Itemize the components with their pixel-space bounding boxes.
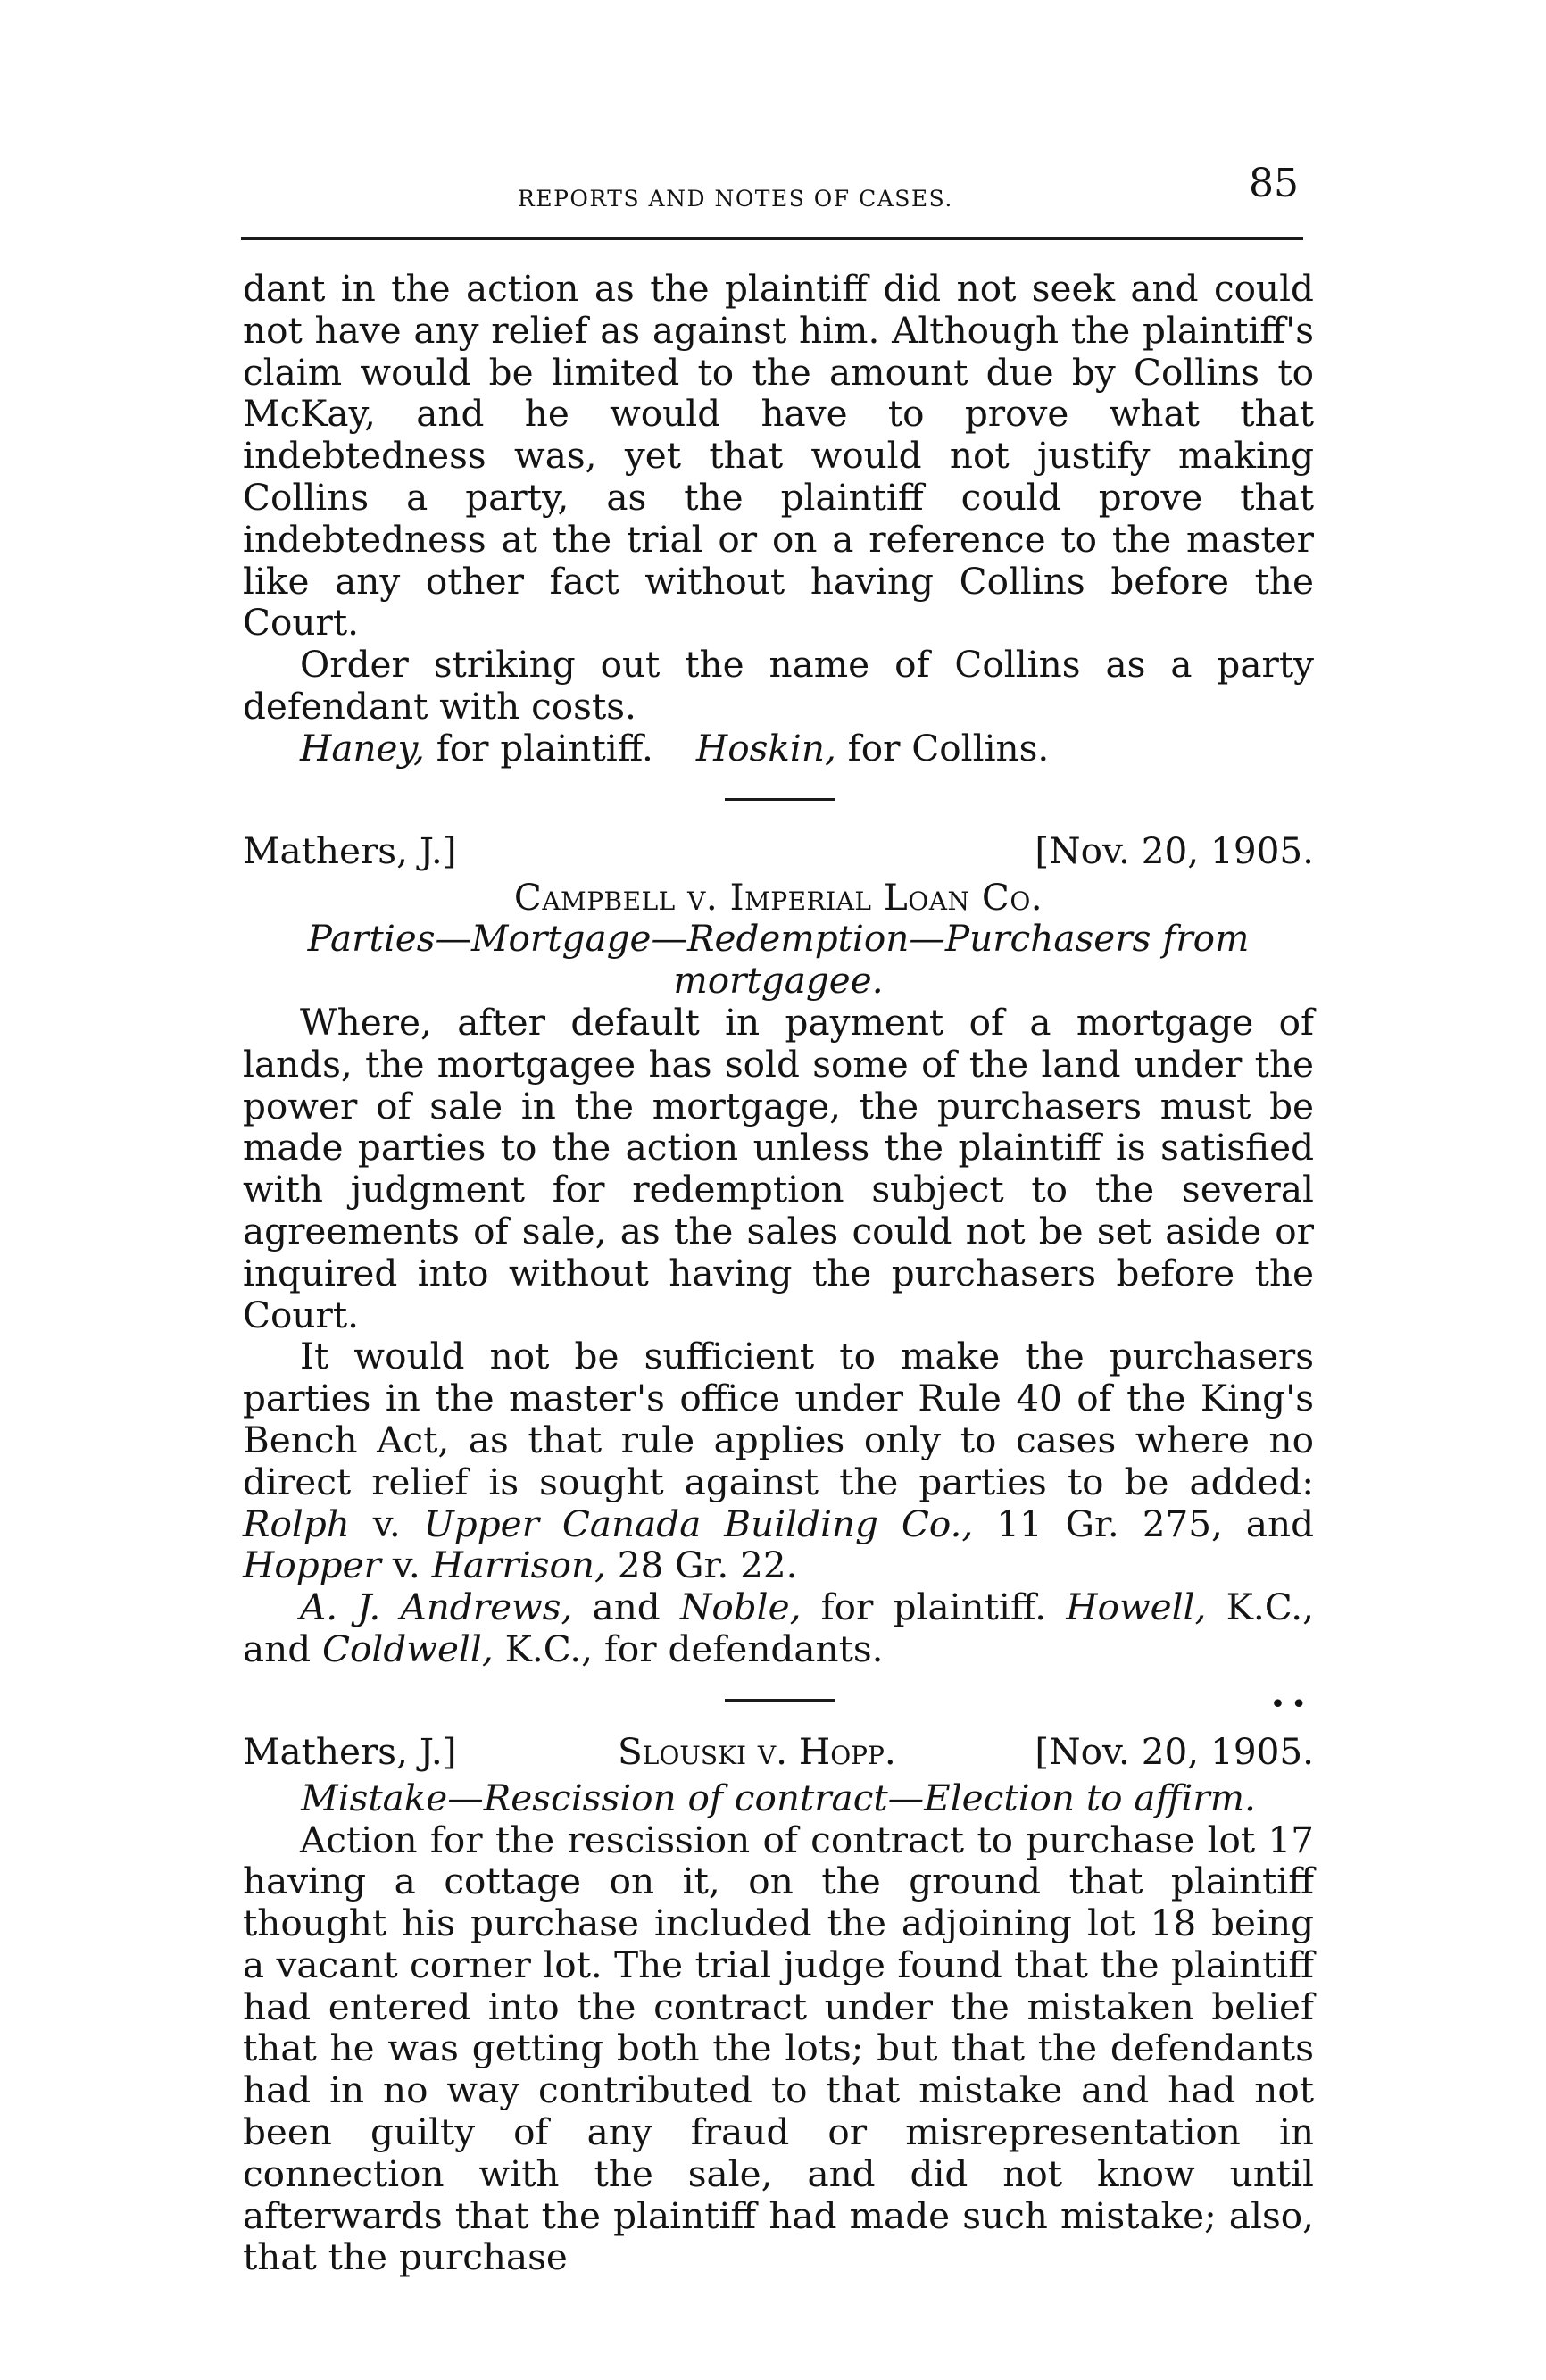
citation-party: Upper Canada Building Co., xyxy=(423,1502,974,1545)
counsel-role: for plaintiff. xyxy=(424,726,653,770)
running-head: REPORTS AND NOTES OF CASES. xyxy=(518,186,953,212)
counsel-role: K.C., and xyxy=(243,1585,1315,1670)
case-divider xyxy=(243,770,1314,825)
case-1-catchwords: Parties—Mortgage—Redemption—Purchasers from mortgagee. xyxy=(307,917,1250,1003)
counsel-role: for plaintiff. xyxy=(801,1585,1067,1629)
counsel-name: Coldwell, xyxy=(322,1627,494,1670)
text-column xyxy=(243,268,1314,2278)
case-2-judge: Mathers, J.] xyxy=(243,1729,457,1773)
case-1-judge: Mathers, J.] xyxy=(243,828,457,872)
counsel-role: for Collins. xyxy=(835,726,1050,770)
counsel-role: K.C., for defendants. xyxy=(493,1627,884,1670)
citation-reference: 28 Gr. 22. xyxy=(605,1544,798,1587)
counsel-name: A. J. Andrews, xyxy=(300,1585,573,1629)
stray-dots: •• xyxy=(1269,1688,1312,1720)
counsel-name: Noble, xyxy=(679,1585,802,1629)
case-1-paragraph-2 xyxy=(243,1336,1314,1586)
header-rule xyxy=(241,237,1303,240)
counsel-name: Howell, xyxy=(1066,1585,1207,1629)
citation-v: v. xyxy=(349,1502,424,1545)
citation-v: v. xyxy=(380,1544,432,1587)
citation-reference: 11 Gr. 275, and xyxy=(973,1502,1314,1545)
case-2-paragraph-1: Action for the rescission of contract to purchase lot 17 having a cottage on it, on the ground that plaintiff thought his purchase included the adjoining lot 18 being a vacant corner lot. The trial judge found that the plaintiff had entered into the contract under the mistaken belief that he was getting both the lots; but that the defendants had in no way contributed to that mistake and had not been guilty of any fraud or misrepresentation in connection with the sale, and did not know until afterwards that the plaintiff had made such mistake; also, that the purchase xyxy=(243,1818,1314,2279)
case-divider xyxy=(243,1670,1314,1726)
divider-rule xyxy=(725,798,835,801)
citation-party: Hopper xyxy=(243,1544,381,1587)
case-2-header xyxy=(243,1731,1314,1777)
counsel-role: and xyxy=(572,1585,680,1629)
case-1-counsel xyxy=(243,1586,1314,1670)
counsel-line-1 xyxy=(243,728,1314,770)
page-number: 85 xyxy=(1249,161,1299,206)
case-2-title: Slouski v. Hopp. xyxy=(618,1729,896,1773)
case-2-date: [Nov. 20, 1905. xyxy=(1035,1729,1314,1773)
case-1-date: [Nov. 20, 1905. xyxy=(1035,828,1314,872)
case-1-paragraph-1: Where, after default in payment of a mortgage of lands, the mortgagee has sold some of the land under the power of sale in the mortgage, the purchasers must be made parties to the action unless the plaintiff is satisfied with judgment for redemption subject to the several agreements of sale, as the sales could not be set aside or inquired into without having the purchasers before the Court. xyxy=(243,1000,1314,1336)
citation-party: Harrison, xyxy=(431,1544,606,1587)
case-1-header xyxy=(243,830,1314,877)
continuation-paragraph: dant in the action as the plaintiff did not seek and could not have any relief as against him. Although the plaintiff's claim would be limited to the amount due by Collins to McKay, and he would have to prove what that indebtedness was, yet that would not justify making Collins a party, as the plaintiff could prove that indebtedness at the trial or on a reference to the master like any other fact without having Collins before the Court. xyxy=(243,267,1314,645)
case-2-catchwords: Mistake—Rescission of contract—Election to affirm. xyxy=(301,1776,1256,1819)
counsel-name: Hoskin, xyxy=(695,726,836,770)
citation-party: Rolph xyxy=(243,1502,350,1545)
case-1-paragraph-2-text: It would not be sufficient to make the purchasers parties in the master's office under Rule 40 of the King's Bench Act, as that rule applies only to cases where no direct relief is sought against the parties to be added: xyxy=(243,1335,1314,1503)
order-paragraph: Order striking out the name of Collins as a party defendant with costs. xyxy=(243,643,1314,728)
case-1-title: Campbell v. Imperial Loan Co. xyxy=(513,875,1043,919)
page-header xyxy=(241,161,1303,241)
divider-rule xyxy=(725,1699,835,1702)
counsel-name: Haney, xyxy=(300,726,425,770)
